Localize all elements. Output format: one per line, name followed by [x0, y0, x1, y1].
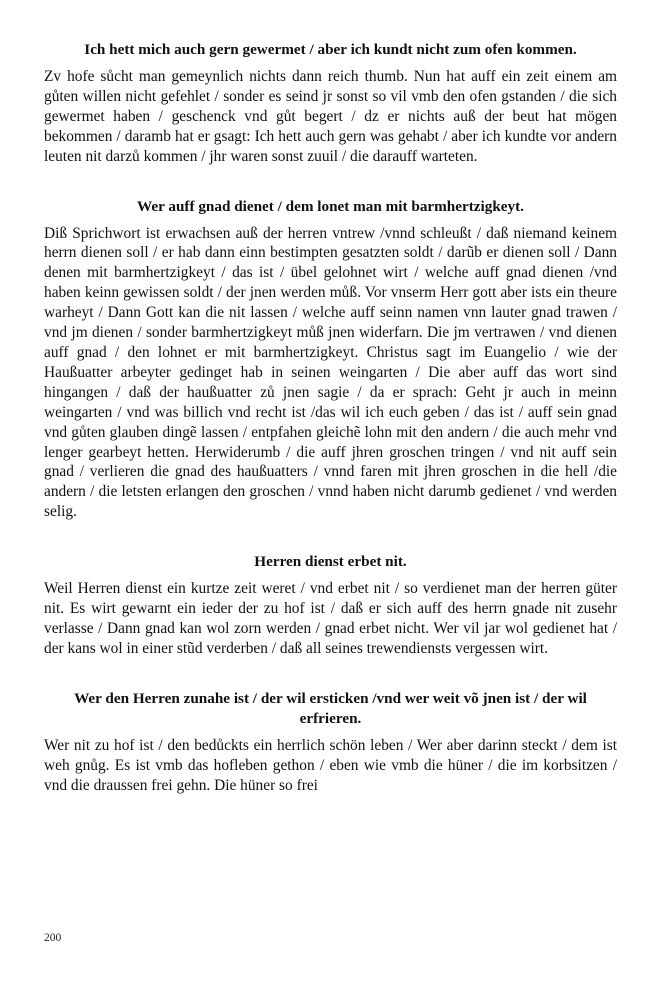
section-gnad [44, 197, 617, 523]
section-body: Weil Herren dienst ein kurtze zeit weret / vnd erbet nit / so verdienet man der herren güter nit. Es wirt gewarnt ein ieder der zu hof ist / daß er sich auff des herrn gnade nit zusehr verlasse / Dann gnad kan wol zorn werden / gnad erbet nicht. Wer vil jar wol gedienet hat / der kans wol in einer stũd verderben / daß all seines trewendiensts vergessen wirt. [44, 580, 617, 657]
section-body: Zv hofe sůcht man gemeynlich nichts dann reich thumb. Nun hat auff ein zeit einem am gůten willen nicht gefehlet / sonder es seind jr sonst so vil vmb den ofen gstanden / die sich gewermet haben / geschenck vnd gůt begert / dz er nichts auß der beut hat mögen bekommen / daramb hat er gsagt: Ich hett auch gern was gehabt / aber ich kundte vor andern leuten nit darzů kommen / jhr waren sonst zuuil / die darauff warteten. [44, 68, 617, 165]
page-text-block [44, 40, 617, 795]
section-heading: Ich hett mich auch gern gewermet / aber ich kundt nicht zum ofen kommen. [84, 41, 577, 58]
section-heading: Herren dienst erbet nit. [254, 553, 407, 571]
section-body: Diß Sprichwort ist erwachsen auß der herren vntrew /vnnd schleußt / daß niemand keinem herrn dienen soll / er hab dann einn bestimpten gesatzten soldt / darũb er dienen soll / Dann denen mit barmhertzigkeyt / das ist / übel gelohnet wirt / welche auff gnad dienen /vnd haben keinn gewissen soldt / der jnen werden můß. Vor vnserm Herr gott aber ists ein theure warheyt / Dann Gott kan die nit lassen / welche auff seinn namen vnn lauter gnad trawen / vnd jm dienen / sonder barmhertzigkeyt můß jnen widerfarn. Die jm vertrawen / vnd dienen auff gnad / den lohnet er mit barmhertzigkeyt. Christus sagt im Euangelio / wie der Haußuatter arbeyter gedinget hab in seinen weingarten / Die aber auff das wort sind hingangen / daß der haußuatter zů jnen sagie / da er sprach: Geht jr auch in meinn weingarten / vnd was billich vnd recht ist /das wil ich euch geben / das ist / auff sein gnad vnd gůten glauben dingẽ lassen / entpfahen gleichẽ lohn mit den andern / die auch mehr vnd lenger gearbeyt hetten. Herwiderumb / die auff jhren groschen tringen / vnd nit auff sein gnad / verlieren die gnad des haußuatters / vnnd faren mit jhren groschen in die hell /die andern / die letsten erlangen den groschen / vnnd haben nicht darumb gedienet / vnd werden selig. [44, 224, 617, 521]
section-body: Wer nit zu hof ist / den bedůckts ein herrlich schön leben / Wer aber darinn steckt / dem ist weh gnůg. Es ist vmb das hofleben gethon / eben wie vmb die hüner / die im korbsitzen / vnd die draussen frei gehn. Die hüner so frei [44, 736, 617, 794]
section-heading: Wer den Herren zunahe ist / der wil ersticken /vnd wer weit võ jnen ist / der wil erfrieren. [74, 689, 587, 727]
section-ersticken [44, 689, 617, 796]
page-number: 200 [44, 932, 62, 944]
section-herren-dienst [44, 552, 617, 659]
section-ofen [44, 40, 617, 167]
section-heading: Wer auff gnad dienet / dem lonet man mit barmhertzigkeyt. [137, 197, 524, 215]
